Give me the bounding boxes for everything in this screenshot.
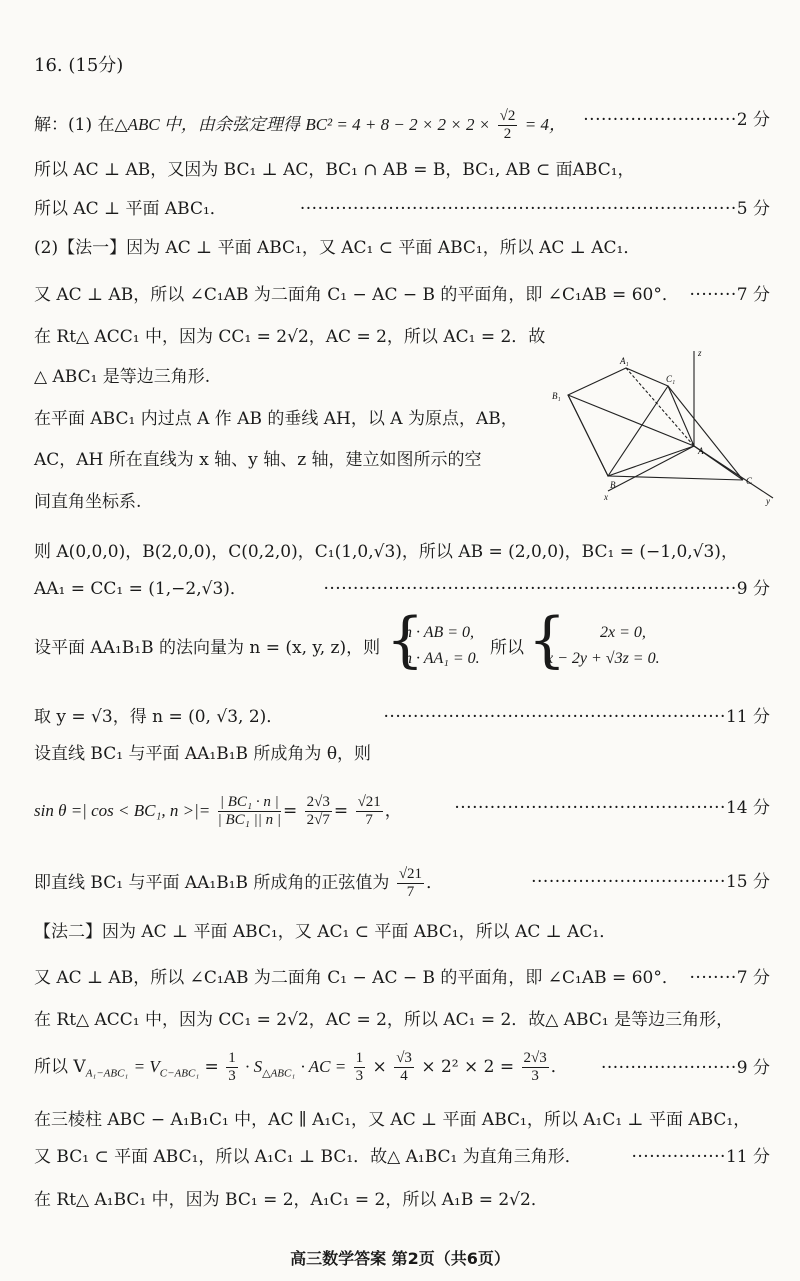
score-14: ··············································14 分 xyxy=(454,798,770,818)
score-7b: ········7 分 xyxy=(689,968,770,988)
label-c: C xyxy=(746,476,753,486)
part2-line7: 间直角坐标系. xyxy=(34,492,142,512)
part2-so: 所以 xyxy=(490,638,524,658)
score-9b: ·······················9 分 xyxy=(600,1058,770,1078)
method2-line2: 又 AC ⊥ AB，所以 ∠C₁AB 为二面角 C₁ − AC − B 的平面角，即 ∠C₁AB = 60°． xyxy=(34,968,679,988)
score-5: ··········································································5 分 xyxy=(299,199,770,219)
bc-edge xyxy=(608,476,743,480)
part2-line13: sin θ =| cos < BC₁, n >|= $\frac{\text{| BC₁ · n |}}{\text{| BC₁ || n |}}$ = $\frac{2√3}{2√7}$ = $\frac{√21}{7}$ ， xyxy=(34,794,402,828)
part2-line12: 设直线 BC₁ 与平面 AA₁B₁B 所成角为 θ，则 xyxy=(34,744,372,764)
part2-line4: △ ABC₁ 是等边三角形. xyxy=(34,367,211,387)
label-b: B xyxy=(610,480,616,490)
part2-line8: 则 A(0,0,0)，B(2,0,0)，C(0,2,0)，C₁(1,0,√3)，所以 AB = (2,0,0)，BC₁ = (−1,0,√3)， xyxy=(34,542,738,562)
label-a: A xyxy=(698,446,704,456)
system1-eq2: n · AA₁ = 0. xyxy=(404,650,480,667)
score-2: ··························2 分 xyxy=(583,110,770,130)
part2-line14: 即直线 BC₁ 与平面 AA₁B₁B 所成角的正弦值为 $\frac{√21}{7}$ ． xyxy=(34,866,444,900)
system1-eq1: n · AB = 0, xyxy=(404,624,475,641)
part2-line2: 又 AC ⊥ AB，所以 ∠C₁AB 为二面角 C₁ − AC − B 的平面角，即 ∠C₁AB = 60°． xyxy=(34,285,679,305)
label-a1: A₁ xyxy=(620,356,629,366)
method2-line3: 在 Rt△ ACC₁ 中，因为 CC₁ = 2√2，AC = 2，所以 AC₁ = 2．故△ ABC₁ 是等边三角形， xyxy=(34,1010,734,1030)
label-c1: C₁ xyxy=(666,374,676,384)
coordinate-system-figure xyxy=(548,346,780,506)
part1-line2: 所以 AC ⊥ AB，又因为 BC₁ ⊥ AC，BC₁ ∩ AB = B，BC₁, AB ⊂ 面ABC₁， xyxy=(34,160,635,180)
label-x: x xyxy=(604,492,608,502)
problem-header: 16. (15分) xyxy=(34,55,124,76)
part2-line5: 在平面 ABC₁ 内过点 A 作 AB 的垂线 AH，以 A 为原点，AB， xyxy=(34,409,518,429)
label-b1: B₁ xyxy=(552,391,561,401)
part2-line6: AC，AH 所在直线为 x 轴、y 轴、z 轴，建立如图所示的空 xyxy=(34,450,482,470)
page-footer: 高三数学答案 第2页（共6页） xyxy=(290,1249,510,1268)
score-15: ·································15 分 xyxy=(531,872,770,892)
label-y: y xyxy=(766,496,770,506)
x-axis-line xyxy=(608,446,694,491)
part2-line9: AA₁ = CC₁ = (1,−2,√3)． xyxy=(34,579,247,599)
brace-left-1: { xyxy=(386,605,425,675)
label-z: z xyxy=(698,348,702,358)
method2-line7: 在 Rt△ A₁BC₁ 中，因为 BC₁ = 2，A₁C₁ = 2，所以 A₁B = 2√2． xyxy=(34,1190,548,1210)
method2-line6: 又 BC₁ ⊂ 平面 ABC₁，所以 A₁C₁ ⊥ BC₁．故△ A₁BC₁ 为直角三角形． xyxy=(34,1147,582,1167)
part1-line3: 所以 AC ⊥ 平面 ABC₁． xyxy=(34,199,227,219)
part2-line3: 在 Rt△ ACC₁ 中，因为 CC₁ = 2√2，AC = 2，所以 AC₁ = 2．故 xyxy=(34,327,546,347)
score-11b: ················11 分 xyxy=(631,1147,770,1167)
brace-left-2: { xyxy=(528,605,567,675)
part2-line10: 设平面 AA₁B₁B 的法向量为 n = (x, y, z)，则 xyxy=(34,638,381,658)
part2-line11: 取 y = √3，得 n = (0, √3, 2)． xyxy=(34,707,284,727)
method2-line5: 在三棱柱 ABC − A₁B₁C₁ 中，AC ∥ A₁C₁，又 AC ⊥ 平面 ABC₁，所以 A₁C₁ ⊥ 平面 ABC₁， xyxy=(34,1110,751,1130)
part2-line1: (2)【法一】因为 AC ⊥ 平面 ABC₁，又 AC₁ ⊂ 平面 ABC₁，所以 AC ⊥ AC₁． xyxy=(34,238,641,258)
part1-line1: 解：(1) 在△ABC 中，由余弦定理得 BC² = 4 + 8 − 2 × 2 × 2 × $\frac{√2}{2}$ = 4， xyxy=(34,108,567,142)
method2-line1: 【法二】因为 AC ⊥ 平面 ABC₁，又 AC₁ ⊂ 平面 ABC₁，所以 AC ⊥ AC₁． xyxy=(34,922,617,942)
method2-line4: 所以 $V_{A_1-ABC_1} = V_{C-ABC_1}$ = $\frac{1}{3}$ · $S_{\triangle ABC_1}$ · AC = $\frac{1}{3}$ × $\frac{√3}{4}$ × 2² × 2 = $\frac{2√3}{3}$ ． xyxy=(34,1050,568,1084)
score-11a: ··························································11 分 xyxy=(383,707,770,727)
score-9a: ······································································9 分 xyxy=(323,579,770,599)
system2-eq2: x − 2y + √3z = 0. xyxy=(546,650,660,667)
system2-eq1: 2x = 0, xyxy=(600,624,646,641)
score-7a: ········7 分 xyxy=(689,285,770,305)
